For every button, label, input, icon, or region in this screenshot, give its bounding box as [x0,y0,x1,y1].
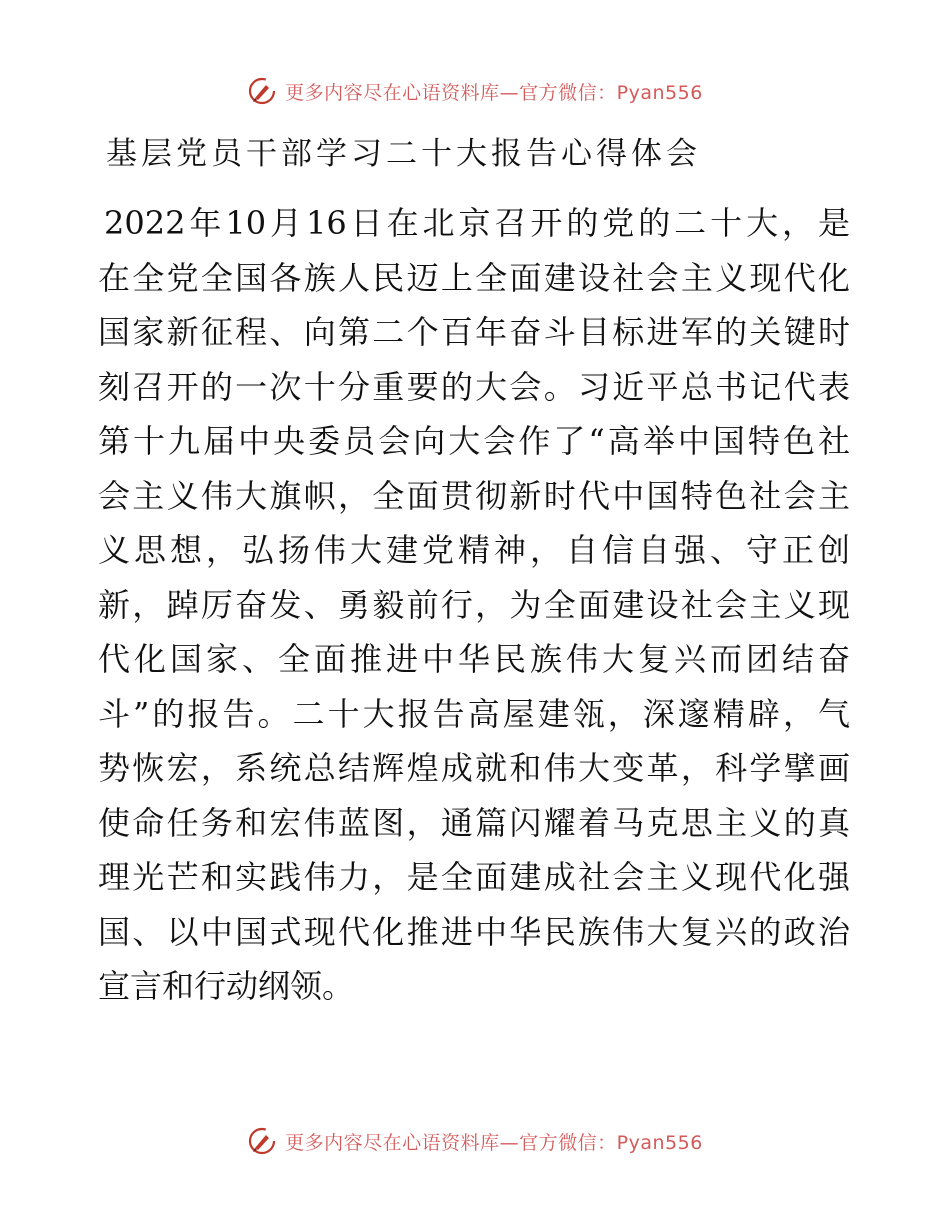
pen-logo-icon [247,76,277,106]
document-title: 基层党员干部学习二十大报告心得体会 [106,136,701,172]
watermark-text: 更多内容尽在心语资料库—官方微信：Pyan556 [285,1131,703,1154]
footer-watermark [0,1126,950,1156]
body-line: 斗”的报告。二十大报告高屋建瓴，深邃精辟，气 [98,694,850,733]
body-line: 义思想，弘扬伟大建党精神，自信自强、守正创 [98,531,850,569]
body-line: 代化国家、全面推进中华民族伟大复兴而团结奋 [98,640,850,678]
watermark-text: 更多内容尽在心语资料库—官方微信：Pyan556 [285,81,703,104]
pen-logo-icon [247,1126,277,1156]
body-line: 2022年10月16日在北京召开的党的二十大，是 [104,204,850,242]
header-watermark [0,76,950,106]
body-line: 国、以中国式现代化推进中华民族伟大复兴的政治 [98,912,850,951]
body-line: 在全党全国各族人民迈上全面建设社会主义现代化 [98,258,850,297]
body-line: 宣言和行动纲领。 [98,967,355,1005]
body-line: 理光芒和实践伟力，是全面建成社会主义现代化强 [98,858,850,896]
body-line: 会主义伟大旗帜，全面贯彻新时代中国特色社会主 [98,476,850,515]
body-line: 国家新征程、向第二个百年奋斗目标进军的关键时 [98,313,850,351]
body-line: 使命任务和宏伟蓝图，通篇闪耀着马克思主义的真 [98,803,850,842]
body-line: 刻召开的一次十分重要的大会。习近平总书记代表 [98,367,850,406]
body-line: 第十九届中央委员会向大会作了“高举中国特色社 [98,422,850,460]
body-line: 势恢宏，系统总结辉煌成就和伟大变革，科学擘画 [98,749,850,787]
document-body [98,196,850,1014]
body-line: 新，踔厉奋发、勇毅前行，为全面建设社会主义现 [98,585,850,624]
